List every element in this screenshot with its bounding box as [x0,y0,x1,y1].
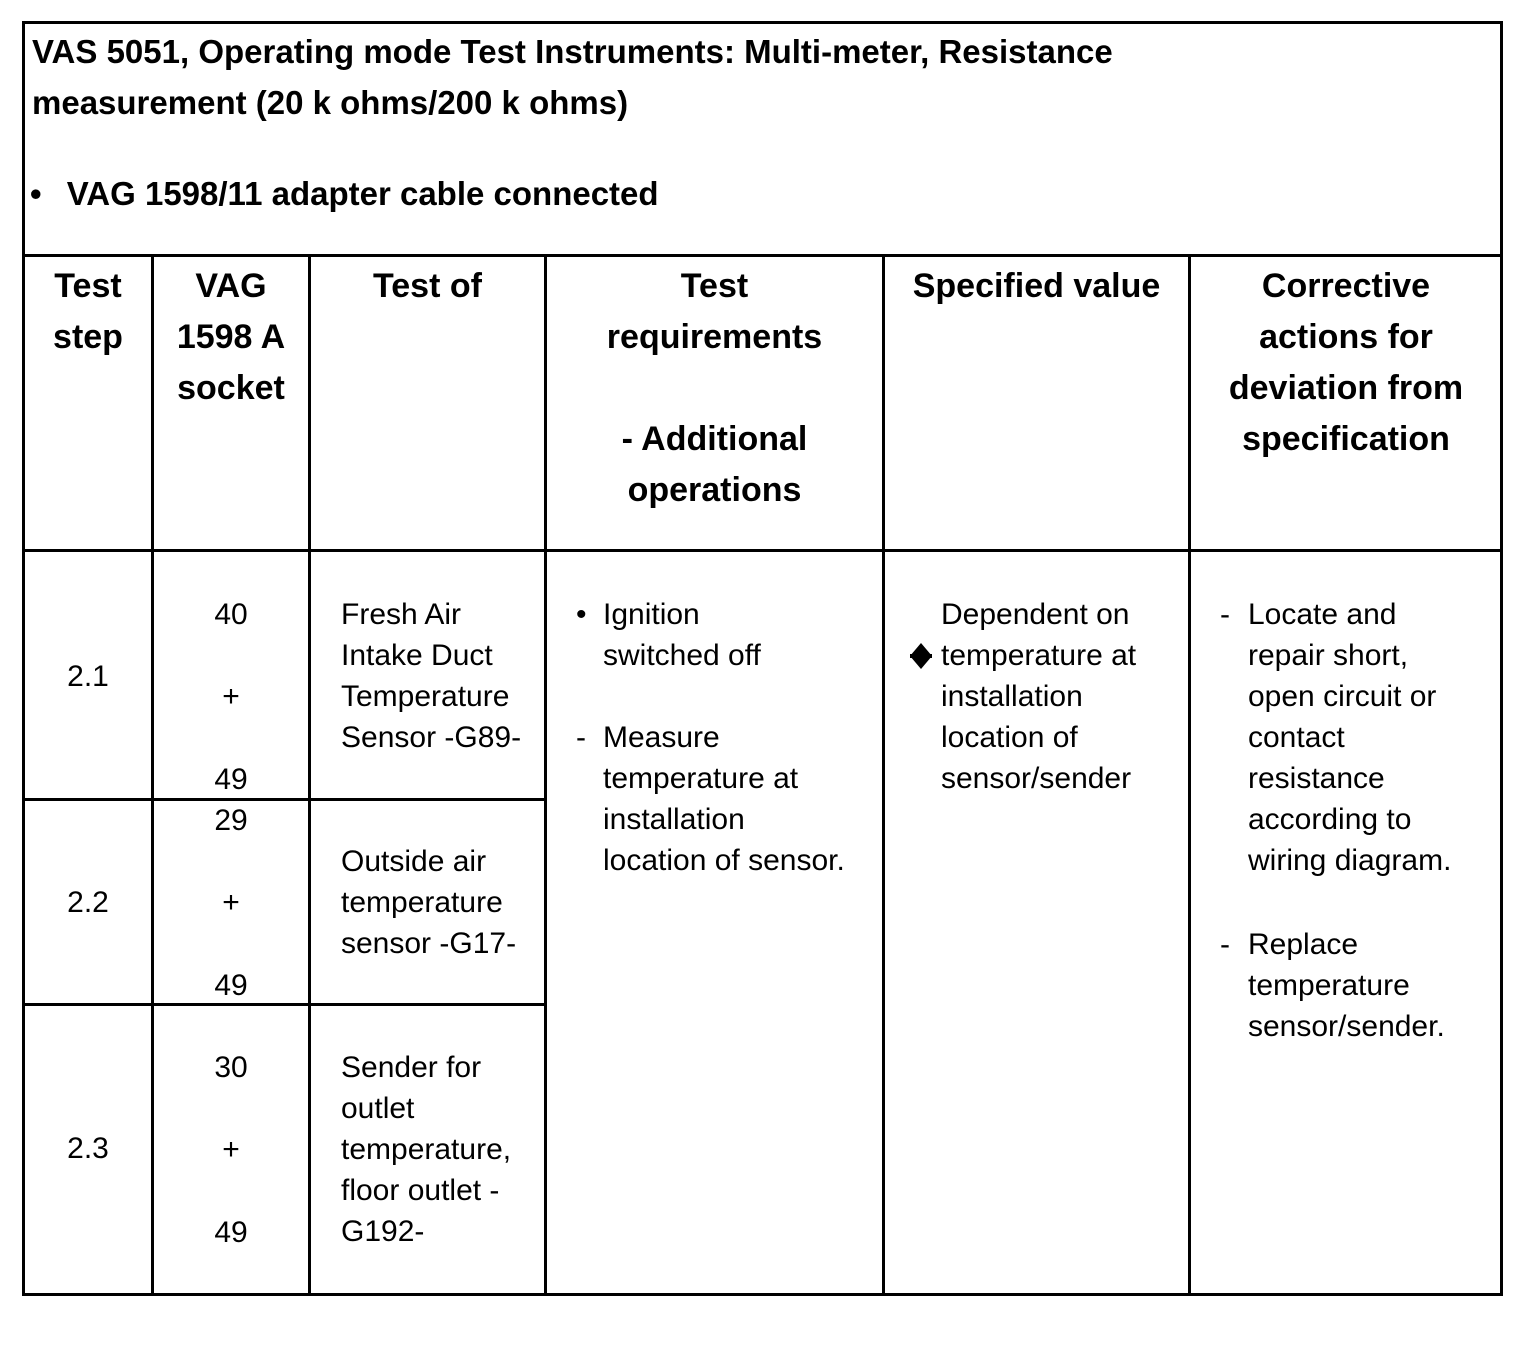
test-of-2-1: Fresh Air Intake Duct Temperature Sensor -G89- [341,598,522,754]
requirement-bullet-1: • [576,598,587,631]
specified-value-item [908,594,1183,799]
requirement-text-1: Ignition switched off [603,598,761,672]
test-of-2-2: Outside air temperature sensor -G17- [341,845,517,960]
socket-2-3-plus: + [222,1133,240,1166]
requirement-text-2: Measure temperature at installation location of sensor. [603,721,845,877]
corrective-item-2 [1220,924,1496,1047]
header-test-step: Test step [53,267,123,356]
corrective-text-1: Locate and repair short, open circuit or contact resistance according to wiring diagram. [1248,598,1452,877]
header-specified-value: Specified value [912,267,1161,305]
socket-2-1-b: 49 [214,763,248,796]
step-2-3: 2.3 [67,1132,109,1165]
requirement-item-2 [576,717,876,881]
corrective-dash-2: - [1220,928,1230,961]
step-2-1: 2.1 [67,660,109,693]
title-line-2: measurement (20 k ohms/200 k ohms) [32,84,629,121]
step-2-2: 2.2 [67,886,109,919]
requirement-item-1 [576,594,876,676]
socket-2-2-plus: + [222,886,240,919]
col-divider-4 [882,254,885,1296]
col-divider-2 [308,254,311,1296]
socket-2-3-a: 30 [214,1051,248,1084]
socket-2-1-plus: + [222,680,240,713]
requirement-dash-2: - [576,721,586,754]
specified-value-text: Dependent on temperature at installation location of sensor/sender [941,598,1137,795]
title-divider [22,254,1503,257]
test-of-2-3: Sender for outlet temperature, floor outlet - G192- [341,1051,512,1248]
title-line-1: VAS 5051, Operating mode Test Instruments: Multi-meter, Resistance [32,33,1113,70]
socket-2-2-b: 49 [214,969,248,1002]
socket-2-2-a: 29 [214,804,248,837]
prerequisite-bullet: • [30,175,42,212]
corrective-item-1 [1220,594,1496,881]
corrective-text-2: Replace temperature sensor/sender. [1248,928,1445,1043]
header-corrective-actions: Corrective actions for deviation from specification [1228,267,1464,458]
prerequisite [30,168,659,219]
diamond-bullet-icon [908,594,941,799]
prerequisite-text: VAG 1598/11 adapter cable connected [66,175,659,212]
header-test-of: Test of [373,267,482,305]
table-title [32,26,1492,128]
corrective-dash-1: - [1220,598,1230,631]
socket-2-1-a: 40 [214,598,248,631]
header-requirements: Test requirements - Additional operations [606,267,823,509]
socket-2-3-b: 49 [214,1216,248,1249]
header-divider [22,549,1503,552]
header-socket: VAG 1598 A socket [176,267,286,407]
